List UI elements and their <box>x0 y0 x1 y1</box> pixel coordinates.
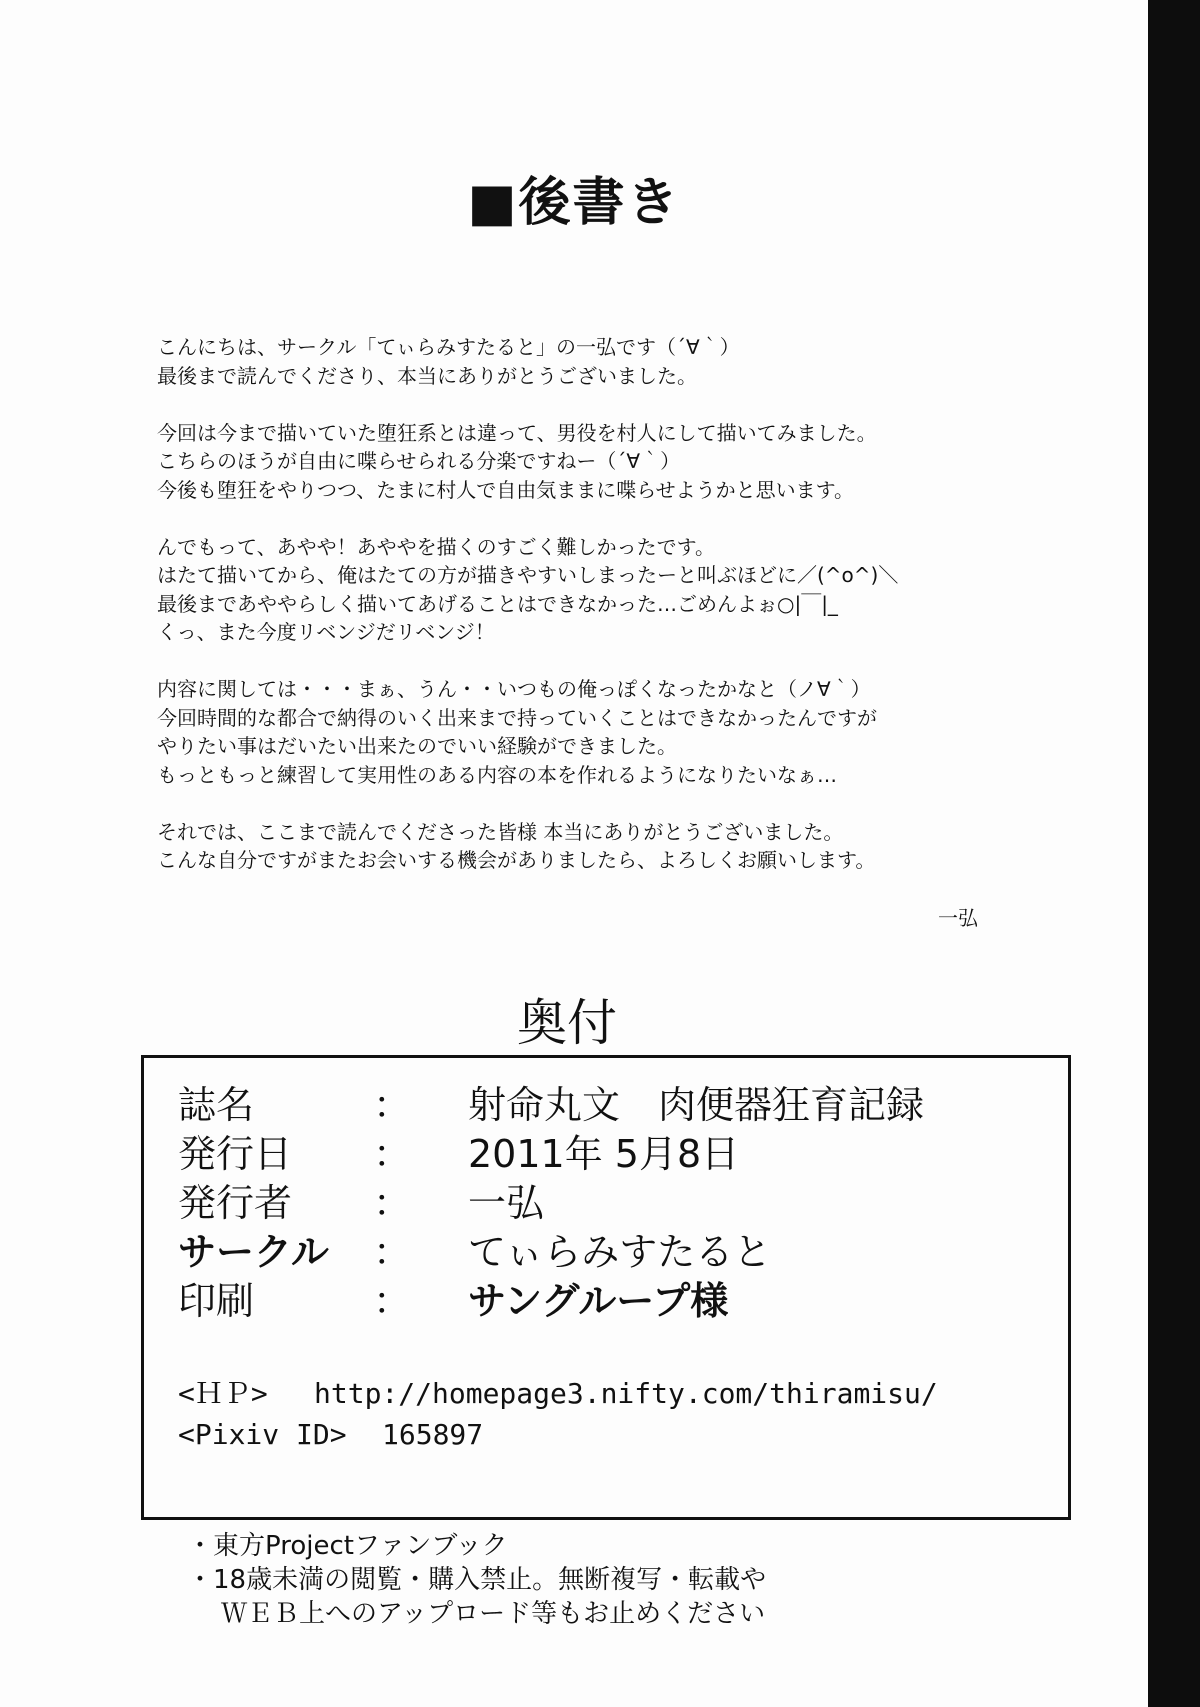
afterword-line: 今回時間的な都合で納得のいく出来まで持っていくことはできなかったんですが <box>157 705 877 730</box>
afterword-paragraph <box>157 419 1057 505</box>
colophon-value: てぃらみすたると <box>468 1230 772 1274</box>
afterword-line: 最後まであややらしく描いてあげることはできなかった…ごめんよぉ○|￣|_ <box>157 591 838 616</box>
colophon-key: 誌名 <box>178 1083 255 1127</box>
afterword-paragraph <box>157 333 1057 390</box>
colophon-colon: ： <box>373 1279 412 1323</box>
afterword-line: 内容に関しては・・・まぁ、うん・・いつもの俺っぽくなったかなと（ノ∀｀） <box>157 677 871 701</box>
colophon-value: 射命丸文 肉便器狂育記録 <box>468 1083 925 1127</box>
afterword-line: んでもって、あやや！あややを描くのすごく難しかったです。 <box>157 534 715 559</box>
afterword-line: もっともっと練習して実用性のある内容の本を作れるようになりたいなぁ… <box>157 762 837 787</box>
colophon-key: 印刷 <box>178 1279 255 1323</box>
note-no-upload: ＷＥＢ上へのアップロード等もお止めください <box>221 1599 766 1629</box>
afterword-line: 今回は今まで描いていた堕狂系とは違って、男役を村人にして描いてみました。 <box>157 420 877 445</box>
author-signature: 一弘 <box>938 906 978 930</box>
colophon-title: 奥付 <box>517 994 617 1052</box>
notes <box>187 1529 766 1631</box>
afterword-paragraph <box>157 675 1057 789</box>
afterword-line: やりたい事はだいたい出来たのでいい経験ができました。 <box>157 734 677 758</box>
afterword-paragraph <box>157 533 1057 647</box>
note-age-restriction: ・18歳未満の閲覧・購入禁止。無断複写・転載や <box>187 1565 767 1595</box>
colophon-key: 発行日 <box>178 1132 293 1176</box>
afterword-body <box>157 333 1057 875</box>
afterword-line: 今後も堕狂をやりつつ、たまに村人で自由気ままに喋らせようかと思います。 <box>157 477 854 502</box>
pixiv-label: <Pixiv ID> <box>178 1418 347 1451</box>
colophon-colon: ： <box>373 1181 412 1225</box>
pixiv-id: 165897 <box>382 1418 484 1451</box>
colophon-value: サングループ様 <box>468 1279 729 1323</box>
afterword-line: 最後まで読んでくださり、本当にありがとうございました。 <box>157 363 697 388</box>
afterword-paragraph <box>157 818 1057 875</box>
colophon-box <box>141 1055 1071 1520</box>
colophon-key: 発行者 <box>178 1181 293 1225</box>
scan-edge-bar <box>1148 0 1200 1707</box>
afterword-title: ■後書き <box>467 173 681 233</box>
colophon-colon: ： <box>373 1230 412 1274</box>
homepage-url: http://homepage3.nifty.com/thiramisu/ <box>314 1377 938 1410</box>
afterword-line: こちらのほうが自由に喋らせられる分楽ですねー（´∀｀） <box>157 449 681 473</box>
note-fanbook: ・東方Projectファンブック <box>187 1531 508 1561</box>
colophon-colon: ： <box>373 1083 412 1127</box>
afterword-line: はたて描いてから、俺はたての方が描きやすいしまったーと叫ぶほどに／(^o^)＼ <box>157 563 899 587</box>
homepage-label: <ＨＰ> <box>178 1377 268 1410</box>
afterword-line: こんにちは、サークル「てぃらみすたると」の一弘です（´∀｀） <box>157 335 740 359</box>
afterword-line: それでは、ここまで読んでくださった皆様 本当にありがとうございました。 <box>157 819 844 844</box>
afterword-line: こんな自分ですがまたお会いする機会がありましたら、よろしくお願いします。 <box>157 848 876 872</box>
colophon-value: 一弘 <box>468 1181 545 1225</box>
colophon-key: サークル <box>178 1230 329 1274</box>
afterword-line: くっ、また今度リベンジだリベンジ！ <box>157 620 495 644</box>
colophon-colon: ： <box>373 1132 412 1176</box>
colophon-value: 2011年 5月8日 <box>468 1132 740 1176</box>
